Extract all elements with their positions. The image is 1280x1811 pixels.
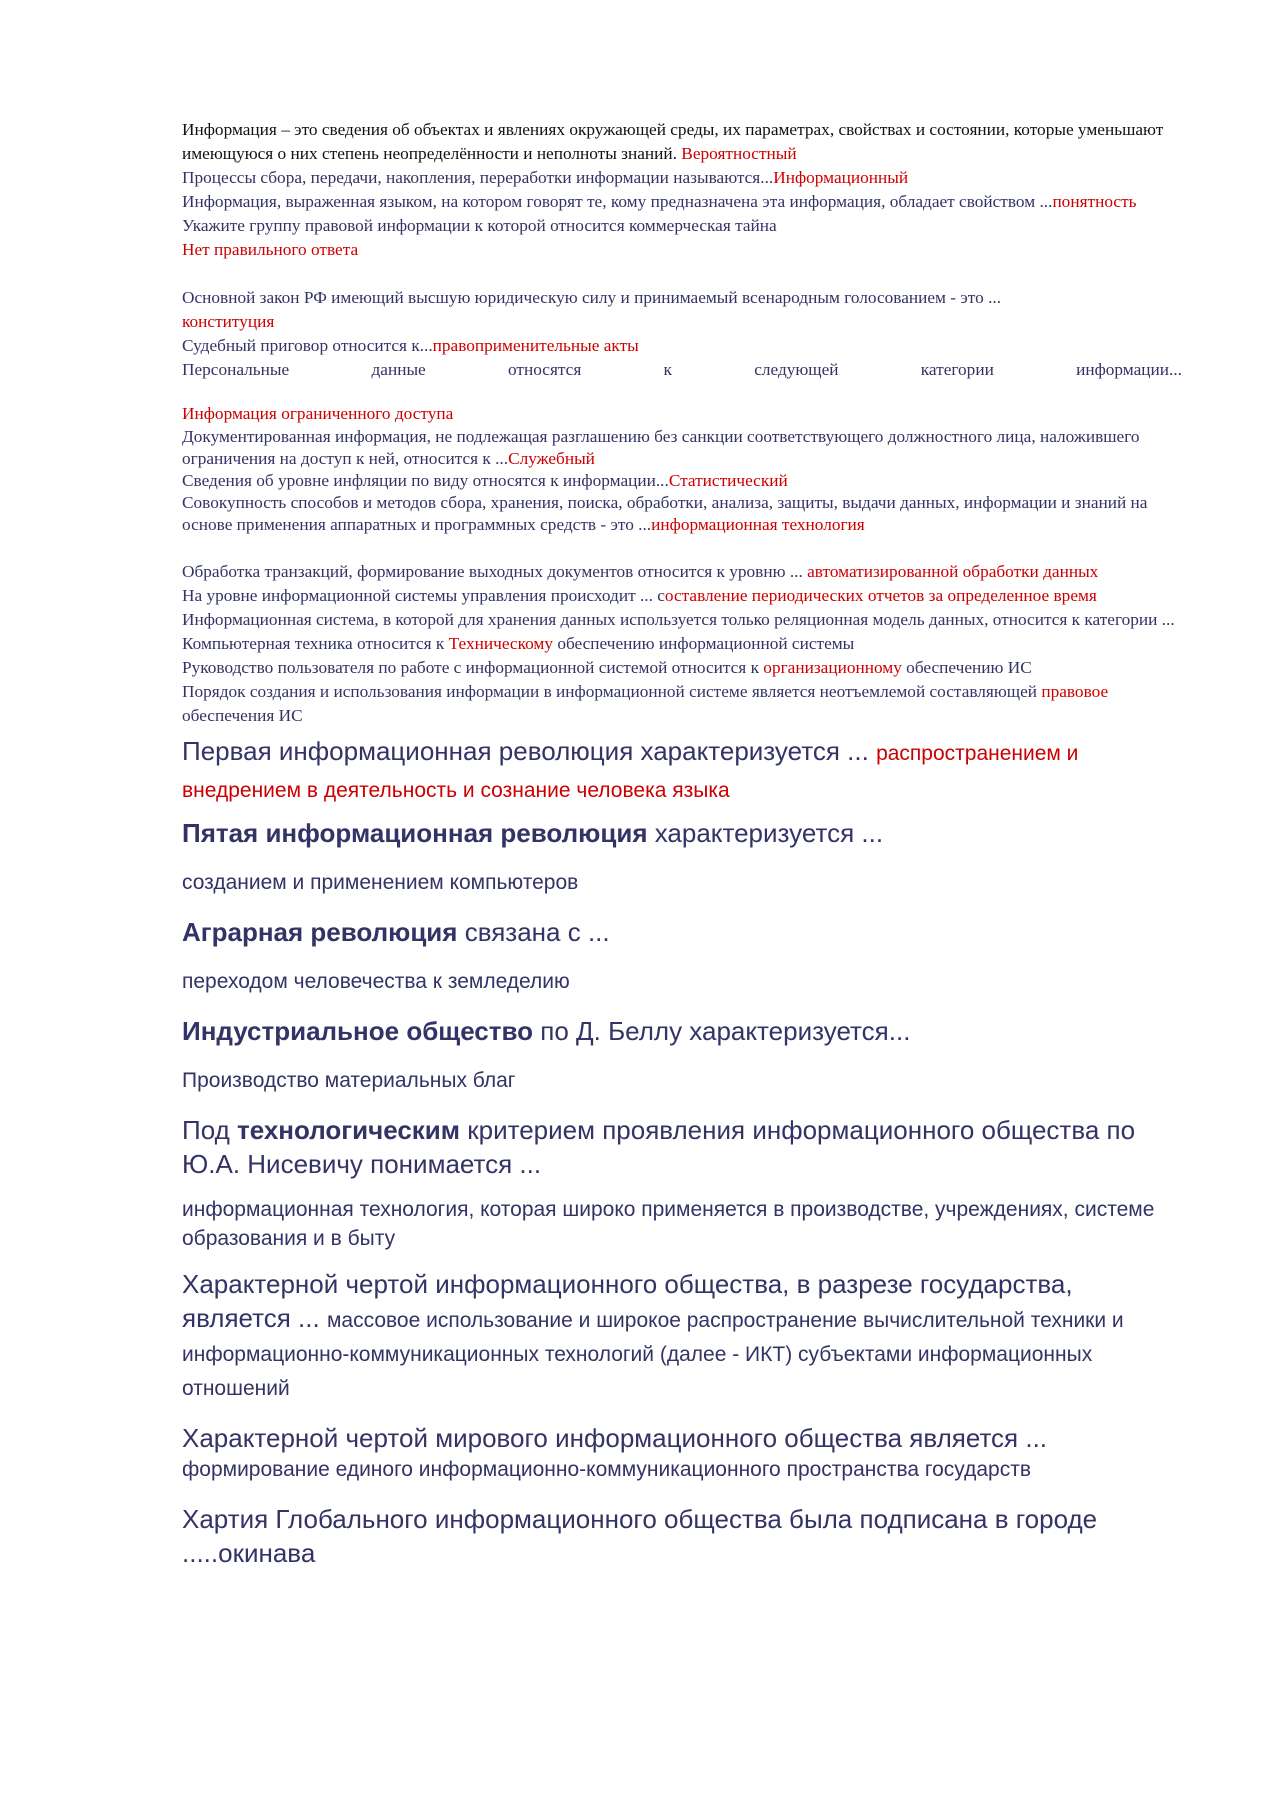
answer-text: Техническому bbox=[448, 634, 554, 653]
question-text: Информация, выраженная языком, на котором говорят те, кому предназначена эта информация, обладает свойством ... bbox=[182, 192, 1053, 211]
question-text: Хартия Глобального информационного общества была подписана в городе ..... bbox=[182, 1504, 1098, 1568]
question-bold: Аграрная революция bbox=[182, 917, 458, 947]
question-text: Характерной чертой информационного общества, в разрезе государства, является ... bbox=[182, 1269, 1073, 1333]
answer-tech-criterion: информационная технология, которая широко применяется в производстве, учреждениях, системе образования и в быту bbox=[182, 1198, 1155, 1250]
answer-text: автоматизированной обработки данных bbox=[807, 562, 1099, 581]
question-13 bbox=[182, 608, 1182, 632]
question-text: Порядок создания и использования информации в информационной системе является неотъемлемой составляющей bbox=[182, 682, 1042, 701]
answer-text: массовое использование и широкое распространение вычислительной техники и информационно-коммуникационных технологий (далее - ИКТ) субъектами информационных отношений bbox=[182, 1309, 1124, 1400]
question-14 bbox=[182, 632, 1182, 656]
question-text: Информационная система, в которой для хранения данных используется только реляционная модель данных, относится к категории ... bbox=[182, 610, 1175, 629]
question-tech-criterion bbox=[182, 1113, 1182, 1181]
question-text: Основной закон РФ имеющий высшую юридическую силу и принимаемый всенародным голосованием - это ... bbox=[182, 288, 1002, 307]
question-text: Сведения об уровне инфляции по виду относятся к информации... bbox=[182, 471, 669, 490]
answer-text: Служебный bbox=[508, 449, 595, 468]
question-text: Обработка транзакций, формирование выходных документов относится к уровню ... bbox=[182, 562, 808, 581]
question-text: Судебный приговор относится к... bbox=[182, 336, 433, 355]
answer-7: Информация ограниченного доступа bbox=[182, 404, 454, 423]
question-text: На уровне информационной системы управления происходит ... с bbox=[182, 586, 665, 605]
question-pre: Под bbox=[182, 1115, 237, 1145]
question-text: Информация – это сведения об объектах и явлениях окружающей среды, их параметрах, свойствах и состоянии, которые уменьшают имеющуюся о них степень неопределённости и неполноты знаний. bbox=[182, 120, 1164, 163]
answer-text: правовое bbox=[1041, 682, 1109, 701]
answer-text: Информационный bbox=[773, 168, 909, 187]
answer-text: организационному bbox=[763, 658, 902, 677]
document-page bbox=[182, 118, 1182, 1570]
answer-agrarian: переходом человечества к земледелию bbox=[182, 970, 570, 993]
question-bold: технологическим bbox=[236, 1115, 461, 1145]
question-feature-state bbox=[182, 1267, 1182, 1403]
question-8 bbox=[182, 426, 1182, 470]
question-text: характеризуется ... bbox=[647, 818, 884, 848]
question-11 bbox=[182, 560, 1182, 584]
answer-text: Статистический bbox=[668, 471, 788, 490]
question-text: Руководство пользователя по работе с информационной системой относится к bbox=[182, 658, 764, 677]
answer-text: информационная технология bbox=[651, 515, 865, 534]
question-agrarian bbox=[182, 915, 1182, 949]
question-text: Характерной чертой мирового информационного общества является ... bbox=[182, 1423, 1048, 1453]
question-bold: Пятая информационная революция bbox=[182, 818, 648, 848]
question-text: критерием проявления информационного общества по Ю.А. Нисевичу понимается ... bbox=[182, 1115, 1136, 1179]
question-12 bbox=[182, 584, 1182, 608]
question-6 bbox=[182, 334, 1182, 358]
question-tail: обеспечению ИС bbox=[901, 658, 1032, 677]
question-text: связана с ... bbox=[457, 917, 610, 947]
answer-feature-world: формирование единого информационно-коммуникационного пространства государств bbox=[182, 1458, 1031, 1481]
question-text: Процессы сбора, передачи, накопления, переработки информации называются... bbox=[182, 168, 774, 187]
question-3 bbox=[182, 190, 1182, 214]
answer-text: распространением и внедрением в деятельность и сознание человека языка bbox=[182, 742, 1079, 802]
question-10 bbox=[182, 492, 1182, 536]
question-charter bbox=[182, 1502, 1182, 1570]
answer-text: Вероятностный bbox=[676, 144, 797, 163]
answer-text: оставление периодических отчетов за определенное время bbox=[664, 586, 1097, 605]
answer-fifth-revolution: созданием и применением компьютеров bbox=[182, 871, 579, 894]
answer-4: Нет правильного ответа bbox=[182, 240, 359, 259]
answer-industrial: Производство материальных благ bbox=[182, 1069, 516, 1092]
question-15 bbox=[182, 656, 1182, 680]
question-7: Персональные данные относятся к следующей категории информации... bbox=[182, 360, 1182, 379]
answer-5: конституция bbox=[182, 312, 275, 331]
question-text: по Д. Беллу характеризуется... bbox=[533, 1016, 911, 1046]
question-2 bbox=[182, 166, 1182, 190]
answer-text: понятность bbox=[1052, 192, 1137, 211]
question-tail: обеспечения ИС bbox=[182, 706, 303, 725]
question-first-revolution bbox=[182, 734, 1182, 808]
question-fifth-revolution bbox=[182, 816, 1182, 850]
question-feature-world bbox=[182, 1421, 1182, 1455]
answer-text: окинава bbox=[218, 1538, 316, 1568]
question-text: Документированная информация, не подлежащая разглашению без санкции соответствующего должностного лица, наложившего ограничения на доступ к ней, относится к ... bbox=[182, 427, 1140, 468]
question-text: Компьютерная техника относится к bbox=[182, 634, 449, 653]
question-text: Совокупность способов и методов сбора, хранения, поиска, обработки, анализа, защиты, выдачи данных, информации и знаний на основе применения аппаратных и программных средств - это ... bbox=[182, 493, 1148, 534]
question-tail: обеспечению информационной системы bbox=[553, 634, 855, 653]
question-text: Первая информационная революция характеризуется ... bbox=[182, 736, 877, 766]
question-1 bbox=[182, 118, 1182, 166]
question-text: Укажите группу правовой информации к которой относится коммерческая тайна bbox=[182, 216, 777, 235]
question-industrial bbox=[182, 1014, 1182, 1048]
question-16 bbox=[182, 680, 1182, 728]
answer-text: правоприменительные акты bbox=[432, 336, 639, 355]
question-5 bbox=[182, 286, 1182, 310]
question-bold: Индустриальное общество bbox=[182, 1016, 534, 1046]
question-4 bbox=[182, 214, 1182, 238]
question-9 bbox=[182, 470, 1182, 492]
